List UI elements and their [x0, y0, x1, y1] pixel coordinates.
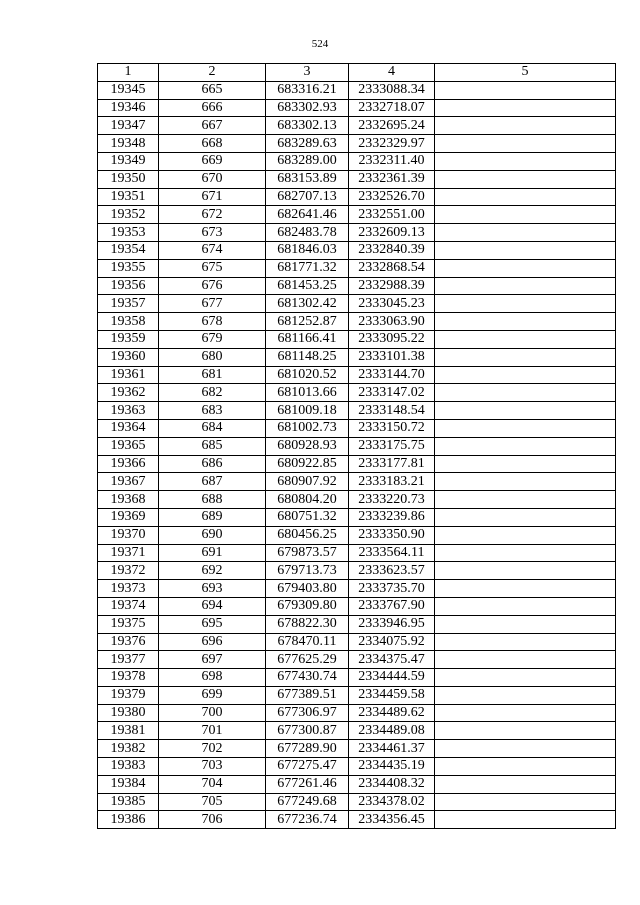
table-cell-col-3: 677236.74 — [266, 811, 349, 829]
page-number: 524 — [311, 38, 329, 50]
table-cell-col-2: 704 — [159, 775, 266, 793]
table-cell-col-2: 665 — [159, 81, 266, 99]
table-cell-col-4: 2333095.22 — [349, 330, 435, 348]
table-cell-col-2: 693 — [159, 580, 266, 598]
table-cell-col-4: 2333220.73 — [349, 491, 435, 509]
table-cell-col-3: 677300.87 — [266, 722, 349, 740]
table-cell-col-3: 683289.00 — [266, 152, 349, 170]
table-row — [98, 722, 616, 740]
table-cell-col-5 — [435, 152, 616, 170]
table-cell-col-3: 682483.78 — [266, 224, 349, 242]
table-cell-col-2: 673 — [159, 224, 266, 242]
table-cell-col-1: 19386 — [98, 811, 159, 829]
table-cell-col-5 — [435, 633, 616, 651]
column-header-4: 4 — [349, 64, 435, 82]
table-cell-col-3: 677275.47 — [266, 758, 349, 776]
table-cell-col-4: 2334459.58 — [349, 686, 435, 704]
table-cell-col-5 — [435, 277, 616, 295]
table-cell-col-5 — [435, 81, 616, 99]
table-cell-col-3: 678822.30 — [266, 615, 349, 633]
table-cell-col-5 — [435, 259, 616, 277]
table-cell-col-3: 677625.29 — [266, 651, 349, 669]
table-row — [98, 152, 616, 170]
table-cell-col-4: 2333144.70 — [349, 366, 435, 384]
table-cell-col-4: 2333735.70 — [349, 580, 435, 598]
table-row — [98, 669, 616, 687]
table-row — [98, 366, 616, 384]
table-cell-col-3: 680751.32 — [266, 508, 349, 526]
table-cell-col-1: 19364 — [98, 419, 159, 437]
table-cell-col-3: 680804.20 — [266, 491, 349, 509]
table-cell-col-1: 19352 — [98, 206, 159, 224]
table-cell-col-2: 695 — [159, 615, 266, 633]
table-cell-col-5 — [435, 206, 616, 224]
table-cell-col-5 — [435, 224, 616, 242]
table-cell-col-5 — [435, 651, 616, 669]
table-row — [98, 758, 616, 776]
table-cell-col-2: 694 — [159, 597, 266, 615]
table-row — [98, 313, 616, 331]
table-cell-col-1: 19355 — [98, 259, 159, 277]
table-cell-col-2: 676 — [159, 277, 266, 295]
table-cell-col-2: 667 — [159, 117, 266, 135]
table-cell-col-5 — [435, 170, 616, 188]
table-cell-col-5 — [435, 669, 616, 687]
table-row — [98, 775, 616, 793]
table-cell-col-3: 680907.92 — [266, 473, 349, 491]
table-cell-col-5 — [435, 384, 616, 402]
table-cell-col-4: 2333183.21 — [349, 473, 435, 491]
table-cell-col-1: 19375 — [98, 615, 159, 633]
table-row — [98, 206, 616, 224]
table-row — [98, 81, 616, 99]
table-row — [98, 473, 616, 491]
table-cell-col-1: 19370 — [98, 526, 159, 544]
table-cell-col-2: 670 — [159, 170, 266, 188]
table-cell-col-5 — [435, 758, 616, 776]
table-cell-col-4: 2332551.00 — [349, 206, 435, 224]
table-cell-col-2: 682 — [159, 384, 266, 402]
table-cell-col-3: 679713.73 — [266, 562, 349, 580]
table-cell-col-4: 2334408.32 — [349, 775, 435, 793]
table-cell-col-2: 679 — [159, 330, 266, 348]
table-cell-col-2: 683 — [159, 402, 266, 420]
table-cell-col-2: 703 — [159, 758, 266, 776]
table-cell-col-3: 683302.93 — [266, 99, 349, 117]
table-cell-col-1: 19383 — [98, 758, 159, 776]
table-cell-col-4: 2333063.90 — [349, 313, 435, 331]
table-cell-col-5 — [435, 188, 616, 206]
table-cell-col-5 — [435, 419, 616, 437]
table-cell-col-3: 683316.21 — [266, 81, 349, 99]
table-cell-col-4: 2334435.19 — [349, 758, 435, 776]
table-cell-col-4: 2333177.81 — [349, 455, 435, 473]
table-cell-col-5 — [435, 597, 616, 615]
table-cell-col-2: 691 — [159, 544, 266, 562]
table-cell-col-3: 679309.80 — [266, 597, 349, 615]
table-cell-col-4: 2334489.08 — [349, 722, 435, 740]
table-cell-col-1: 19361 — [98, 366, 159, 384]
table-row — [98, 348, 616, 366]
table-cell-col-4: 2334444.59 — [349, 669, 435, 687]
table-row — [98, 117, 616, 135]
table-cell-col-2: 701 — [159, 722, 266, 740]
table-cell-col-4: 2332526.70 — [349, 188, 435, 206]
table-cell-col-2: 681 — [159, 366, 266, 384]
table-cell-col-1: 19377 — [98, 651, 159, 669]
table-cell-col-1: 19380 — [98, 704, 159, 722]
table-row — [98, 544, 616, 562]
table-cell-col-2: 690 — [159, 526, 266, 544]
table-row — [98, 793, 616, 811]
table-row — [98, 811, 616, 829]
table-cell-col-1: 19356 — [98, 277, 159, 295]
table-cell-col-2: 677 — [159, 295, 266, 313]
table-cell-col-5 — [435, 722, 616, 740]
table-cell-col-5 — [435, 740, 616, 758]
table-row — [98, 686, 616, 704]
table-cell-col-4: 2333045.23 — [349, 295, 435, 313]
table-row — [98, 170, 616, 188]
table-row — [98, 277, 616, 295]
table-cell-col-5 — [435, 508, 616, 526]
table-cell-col-2: 705 — [159, 793, 266, 811]
table-cell-col-1: 19385 — [98, 793, 159, 811]
table-cell-col-2: 689 — [159, 508, 266, 526]
table-cell-col-3: 680456.25 — [266, 526, 349, 544]
table-cell-col-3: 681148.25 — [266, 348, 349, 366]
table-cell-col-5 — [435, 526, 616, 544]
table-cell-col-1: 19359 — [98, 330, 159, 348]
table-row — [98, 704, 616, 722]
table-cell-col-3: 678470.11 — [266, 633, 349, 651]
table-cell-col-1: 19349 — [98, 152, 159, 170]
table-cell-col-1: 19376 — [98, 633, 159, 651]
table-row — [98, 455, 616, 473]
table-cell-col-1: 19367 — [98, 473, 159, 491]
table-cell-col-1: 19365 — [98, 437, 159, 455]
table-cell-col-1: 19348 — [98, 135, 159, 153]
table-cell-col-4: 2334489.62 — [349, 704, 435, 722]
table-row — [98, 633, 616, 651]
table-cell-col-1: 19384 — [98, 775, 159, 793]
table-cell-col-2: 674 — [159, 241, 266, 259]
table-cell-col-5 — [435, 99, 616, 117]
table-cell-col-2: 675 — [159, 259, 266, 277]
table-row — [98, 224, 616, 242]
table-cell-col-2: 685 — [159, 437, 266, 455]
table-cell-col-1: 19379 — [98, 686, 159, 704]
table-cell-col-2: 678 — [159, 313, 266, 331]
table-cell-col-1: 19346 — [98, 99, 159, 117]
header-row — [98, 64, 616, 82]
table-cell-col-4: 2334375.47 — [349, 651, 435, 669]
table-cell-col-3: 681013.66 — [266, 384, 349, 402]
table-cell-col-3: 681009.18 — [266, 402, 349, 420]
table-row — [98, 580, 616, 598]
table-cell-col-1: 19345 — [98, 81, 159, 99]
table-cell-col-3: 677289.90 — [266, 740, 349, 758]
table-cell-col-4: 2333564.11 — [349, 544, 435, 562]
table-cell-col-1: 19351 — [98, 188, 159, 206]
table-cell-col-3: 683153.89 — [266, 170, 349, 188]
table-cell-col-4: 2333088.34 — [349, 81, 435, 99]
table-cell-col-2: 706 — [159, 811, 266, 829]
table-row — [98, 99, 616, 117]
table-cell-col-2: 680 — [159, 348, 266, 366]
column-header-3: 3 — [266, 64, 349, 82]
table-row — [98, 419, 616, 437]
table-row — [98, 526, 616, 544]
table-cell-col-2: 699 — [159, 686, 266, 704]
table-cell-col-2: 672 — [159, 206, 266, 224]
table-cell-col-5 — [435, 686, 616, 704]
table-cell-col-5 — [435, 366, 616, 384]
table-row — [98, 188, 616, 206]
table-cell-col-3: 681020.52 — [266, 366, 349, 384]
table-body — [98, 81, 616, 828]
table-row — [98, 597, 616, 615]
table-cell-col-2: 669 — [159, 152, 266, 170]
table-cell-col-5 — [435, 241, 616, 259]
table-cell-col-1: 19372 — [98, 562, 159, 580]
table-cell-col-4: 2333150.72 — [349, 419, 435, 437]
table-cell-col-3: 679403.80 — [266, 580, 349, 598]
table-cell-col-1: 19353 — [98, 224, 159, 242]
table-cell-col-4: 2333946.95 — [349, 615, 435, 633]
table-cell-col-4: 2334356.45 — [349, 811, 435, 829]
table-cell-col-5 — [435, 704, 616, 722]
table-cell-col-1: 19373 — [98, 580, 159, 598]
table-row — [98, 437, 616, 455]
table-cell-col-3: 681002.73 — [266, 419, 349, 437]
table-cell-col-3: 677306.97 — [266, 704, 349, 722]
table-cell-col-1: 19358 — [98, 313, 159, 331]
table-row — [98, 241, 616, 259]
column-header-2: 2 — [159, 64, 266, 82]
table-cell-col-4: 2333623.57 — [349, 562, 435, 580]
table-cell-col-3: 677430.74 — [266, 669, 349, 687]
table-cell-col-5 — [435, 117, 616, 135]
table-cell-col-5 — [435, 455, 616, 473]
table-cell-col-4: 2332988.39 — [349, 277, 435, 295]
column-header-1: 1 — [98, 64, 159, 82]
table-cell-col-5 — [435, 348, 616, 366]
table-cell-col-4: 2333767.90 — [349, 597, 435, 615]
table-cell-col-4: 2333148.54 — [349, 402, 435, 420]
table-cell-col-4: 2334075.92 — [349, 633, 435, 651]
table-cell-col-1: 19362 — [98, 384, 159, 402]
table-cell-col-1: 19374 — [98, 597, 159, 615]
table-cell-col-4: 2332361.39 — [349, 170, 435, 188]
table-cell-col-3: 677249.68 — [266, 793, 349, 811]
table-cell-col-4: 2332718.07 — [349, 99, 435, 117]
table-row — [98, 562, 616, 580]
table-cell-col-2: 688 — [159, 491, 266, 509]
table-cell-col-1: 19366 — [98, 455, 159, 473]
table-cell-col-3: 680928.93 — [266, 437, 349, 455]
table-cell-col-3: 677389.51 — [266, 686, 349, 704]
table-cell-col-4: 2333147.02 — [349, 384, 435, 402]
table-cell-col-5 — [435, 775, 616, 793]
table-cell-col-5 — [435, 491, 616, 509]
table-cell-col-3: 681771.32 — [266, 259, 349, 277]
table-cell-col-4: 2332609.13 — [349, 224, 435, 242]
table-cell-col-2: 702 — [159, 740, 266, 758]
table-cell-col-1: 19378 — [98, 669, 159, 687]
table-cell-col-1: 19371 — [98, 544, 159, 562]
table-cell-col-5 — [435, 615, 616, 633]
table-cell-col-1: 19357 — [98, 295, 159, 313]
table-cell-col-1: 19350 — [98, 170, 159, 188]
table-row — [98, 651, 616, 669]
table-cell-col-2: 671 — [159, 188, 266, 206]
table-cell-col-5 — [435, 562, 616, 580]
table-cell-col-4: 2333239.86 — [349, 508, 435, 526]
table-cell-col-5 — [435, 330, 616, 348]
table-cell-col-5 — [435, 580, 616, 598]
table-cell-col-5 — [435, 793, 616, 811]
table-row — [98, 384, 616, 402]
table-cell-col-5 — [435, 402, 616, 420]
table-cell-col-4: 2334461.37 — [349, 740, 435, 758]
table-cell-col-2: 692 — [159, 562, 266, 580]
table-row — [98, 508, 616, 526]
column-header-5: 5 — [435, 64, 616, 82]
table-cell-col-5 — [435, 295, 616, 313]
table-cell-col-1: 19381 — [98, 722, 159, 740]
table-row — [98, 295, 616, 313]
table-cell-col-4: 2333101.38 — [349, 348, 435, 366]
table-row — [98, 740, 616, 758]
table-cell-col-1: 19354 — [98, 241, 159, 259]
table-cell-col-3: 681252.87 — [266, 313, 349, 331]
table-cell-col-4: 2332311.40 — [349, 152, 435, 170]
table-row — [98, 330, 616, 348]
table-cell-col-2: 686 — [159, 455, 266, 473]
table-cell-col-2: 668 — [159, 135, 266, 153]
table-cell-col-5 — [435, 437, 616, 455]
table-row — [98, 259, 616, 277]
table-cell-col-5 — [435, 473, 616, 491]
coordinates-table — [97, 63, 616, 829]
table-cell-col-3: 681453.25 — [266, 277, 349, 295]
table-row — [98, 135, 616, 153]
table-cell-col-1: 19360 — [98, 348, 159, 366]
table-cell-col-1: 19382 — [98, 740, 159, 758]
table-cell-col-4: 2332329.97 — [349, 135, 435, 153]
table-cell-col-5 — [435, 544, 616, 562]
table-cell-col-2: 698 — [159, 669, 266, 687]
table-cell-col-5 — [435, 811, 616, 829]
table-row — [98, 615, 616, 633]
table-cell-col-5 — [435, 135, 616, 153]
table-cell-col-4: 2333350.90 — [349, 526, 435, 544]
table-cell-col-4: 2334378.02 — [349, 793, 435, 811]
table-cell-col-4: 2332840.39 — [349, 241, 435, 259]
table-cell-col-3: 681302.42 — [266, 295, 349, 313]
table-cell-col-3: 682707.13 — [266, 188, 349, 206]
table-cell-col-3: 679873.57 — [266, 544, 349, 562]
table-cell-col-5 — [435, 313, 616, 331]
table-cell-col-2: 697 — [159, 651, 266, 669]
table-cell-col-1: 19363 — [98, 402, 159, 420]
table-cell-col-3: 682641.46 — [266, 206, 349, 224]
table-cell-col-2: 684 — [159, 419, 266, 437]
table-cell-col-4: 2332695.24 — [349, 117, 435, 135]
table-cell-col-2: 666 — [159, 99, 266, 117]
table-row — [98, 402, 616, 420]
table-cell-col-2: 687 — [159, 473, 266, 491]
table-cell-col-3: 677261.46 — [266, 775, 349, 793]
table-cell-col-1: 19368 — [98, 491, 159, 509]
table-cell-col-1: 19347 — [98, 117, 159, 135]
table-cell-col-3: 680922.85 — [266, 455, 349, 473]
table-cell-col-3: 683302.13 — [266, 117, 349, 135]
table-cell-col-1: 19369 — [98, 508, 159, 526]
table-cell-col-3: 683289.63 — [266, 135, 349, 153]
table-cell-col-4: 2332868.54 — [349, 259, 435, 277]
table-cell-col-4: 2333175.75 — [349, 437, 435, 455]
table-cell-col-2: 696 — [159, 633, 266, 651]
table-cell-col-3: 681846.03 — [266, 241, 349, 259]
table-cell-col-3: 681166.41 — [266, 330, 349, 348]
table-cell-col-2: 700 — [159, 704, 266, 722]
table-row — [98, 491, 616, 509]
